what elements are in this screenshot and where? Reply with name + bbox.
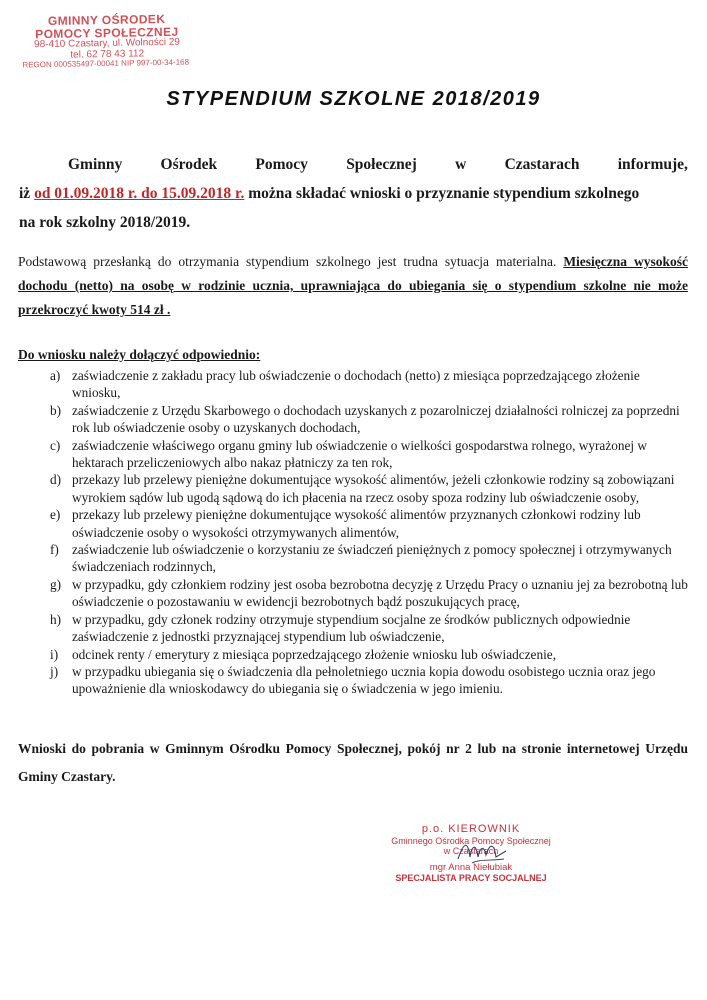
intro-line-2 [19,179,688,208]
list-marker: j) [50,663,59,679]
list-text: zaświadczenie właściwego organu gminy lub oświadczenie o wielkości gospodarstwa rolnego, wyrażonej w hektarach przeliczeniowych albo nakaz płatniczy za ten rok, [72,437,648,471]
list-item [50,471,690,506]
list-item [50,541,690,576]
list-text: odcinek renty / emerytury z miesiąca poprzedzającego złożenie wniosku lub oświadczenie, [72,646,557,662]
list-text: zaświadczenie z zakładu pracy lub oświadczenie o dochodach (netto) z miesiąca poprzedzającego złożenie wniosku, [72,368,640,401]
signature-stamp [386,823,556,883]
condition-paragraph [18,250,688,322]
intro-word: Społecznej [346,156,417,173]
intro-paragraph [19,150,688,237]
list-item [50,367,690,402]
list-item [50,611,690,646]
list-marker: f) [50,542,59,558]
stamp-phone: tel. 62 78 43 112 [70,48,145,61]
list-text: przekazy lub przelewy pieniężne dokumentujące wysokość alimentów przyznanych członkowi rodziny lub oświadczenie osoby o wysokości otrzymywanych alimentów, [72,507,641,540]
list-marker: i) [50,646,59,662]
signature-institution: Gminnego Ośrodka Pomocy Społecznej [391,836,551,846]
stamp-address: 98-410 Czastary, ul. Wolności 29 [34,36,181,51]
intro-word: Ośrodek [160,156,218,173]
intro-word: Czastarach [504,156,580,173]
signature-name: mgr Anna Niełubiak [429,862,513,873]
signature-location: w Czastarach [443,846,499,856]
intro-word: informuje, [617,156,688,173]
stamp-line-2: POMOCY SPOŁECZNEJ [35,24,179,41]
income-limit-text: Miesięczna wysokość dochodu (netto) na osobę w rodzinie ucznia, uprawniająca do ubiegania się o stypendium szkolne nie może przekroczyć kwoty 514 zł . [18,254,688,317]
handwritten-signature-icon [454,837,514,867]
intro-line-3: na rok szkolny 2018/2019. [19,214,191,231]
list-marker: a) [50,368,61,383]
list-item [50,506,690,541]
closing-paragraph: Wnioski do pobrania w Gminnym Ośrodku Pomocy Społecznej, pokój nr 2 lub na stronie internetowej Urzędu Gminy Czastary. [18,741,688,784]
list-item [50,646,690,663]
list-item [50,402,690,437]
application-dates: od 01.09.2018 r. do 15.09.2018 r. [34,185,245,202]
intro-word: Pomocy [255,156,308,173]
stamp-regon: REGON 000535497-00041 NIP 997-00-34-168 [22,57,190,70]
intro-line-1 [68,150,688,179]
list-text: zaświadczenie lub oświadczenie o korzystaniu ze świadczeń pieniężnych z pomocy społecznej i otrzymywanych świadczeniach rodzinnych, [72,542,672,575]
intro-post: można składać wnioski o przyznanie stypendium szkolnego [244,185,640,202]
stamp-line-1: GMINNY OŚRODEK [47,11,166,29]
list-text: w przypadku ubiegania się o świadczenia dla pełnoletniego ucznia kopia dowodu osobistego ucznia oraz jego upoważnienie dla wnioskodawcy do ubiegania się o świadczenia w jego imieniu. [72,663,656,697]
document-title: STYPENDIUM SZKOLNE 2018/2019 [166,88,541,110]
list-marker: g) [50,576,62,592]
institution-stamp [22,13,193,71]
attachments-heading: Do wniosku należy dołączyć odpowiednio: [18,347,261,362]
signature-title: p.o. KIEROWNIK [421,823,521,835]
list-text: przekazy lub przelewy pieniężne dokumentujące wysokość alimentów, jeżeli członkowie rodziny są zobowiązani wyrokiem sądów lub ugodą sądową do ich płacenia na rzecz osoby spoza rodziny lub oświadczenie osoby, [72,472,675,505]
list-text: w przypadku, gdy członek rodziny otrzymuje stypendium socjalne ze środków publicznych odpowiednie zaświadczenie z jednostki przyznającej stypendium lub oświadczenie, [72,611,631,645]
signature-position: SPECJALISTA PRACY SOCJALNEJ [395,873,547,883]
list-item [50,437,690,472]
list-marker: c) [50,437,61,453]
list-marker: b) [50,402,62,418]
condition-text: Podstawową przesłanką do otrzymania stypendium szkolnego jest trudna sytuacja materialna. [18,254,564,269]
attachments-list [50,367,690,698]
list-item [50,576,690,611]
list-marker: h) [50,611,62,627]
list-item [50,663,690,698]
list-text: w przypadku, gdy członkiem rodziny jest osoba bezrobotna decyzję z Urzędu Pracy o uznaniu jej za bezrobotną lub oświadczenie o pozostawaniu w ewidencji bezrobotnych bądź poszukujących pracę, [72,576,688,610]
intro-word: Gminny [68,156,123,173]
list-text: zaświadczenie z Urzędu Skarbowego o dochodach uzyskanych z pozarolniczej działalności rolniczej za poprzedni rok lub oświadczenie osoby o uzyskanych dochodach, [72,402,680,436]
list-marker: e) [50,507,61,523]
intro-pre: iż [19,185,35,202]
list-marker: d) [50,472,62,488]
intro-word: w [455,156,467,173]
